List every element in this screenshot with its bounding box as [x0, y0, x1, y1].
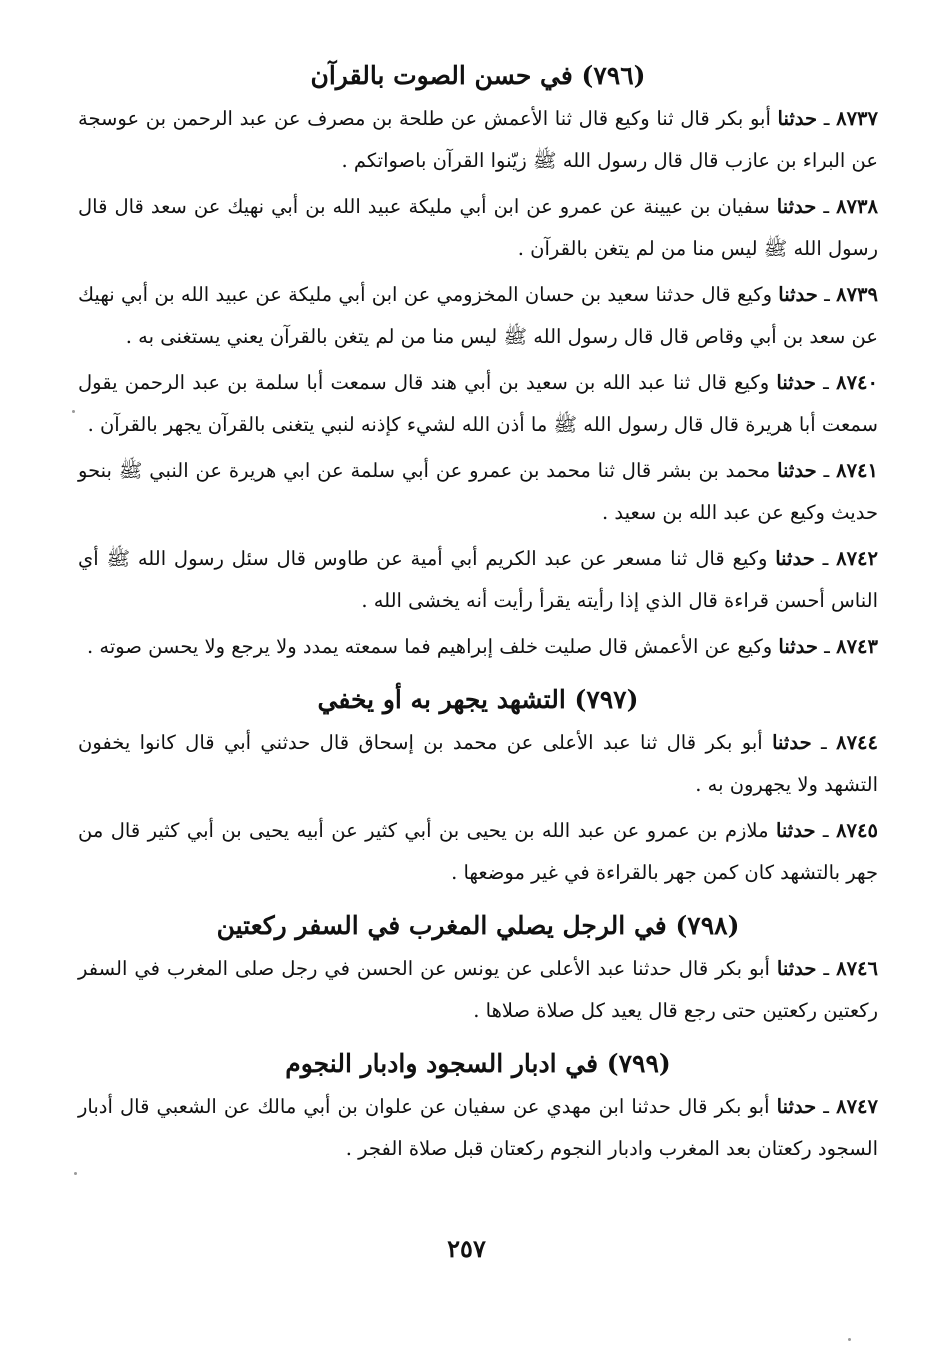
hadith-text: أبو بكر قال حدثنا عبد الأعلى عن يونس عن الحسن في رجل صلى المغرب في السفر ركعتين ركعتين حتى رجع قال يعيد كل صلاة صلاها . — [78, 957, 878, 1022]
hadith-text: وكيع عن الأعمش قال صليت خلف إبراهيم فما سمعته يمدد ولا يرجع ولا يحسن صوته . — [86, 635, 773, 658]
hadith-entry-8743: ٨٧٤٣ ـ حدثنا وكيع عن الأعمش قال صليت خلف إبراهيم فما سمعته يمدد ولا يرجع ولا يحسن صوته . — [86, 635, 878, 658]
hadith-lead: حدثنا — [777, 459, 817, 482]
scan-speck — [74, 1172, 77, 1175]
hadith-number: ٨٧٣٨ — [836, 195, 878, 218]
hadith-entry-8738: ٨٧٣٨ ـ حدثنا سفيان بن عيينة عن عمرو عن ابن أبي مليكة عبيد الله بن أبي نهيك عن سعد قال قال رسول الله ﷺ ليس منا من لم يتغن بالقرآن . — [78, 195, 878, 260]
hadith-lead: حدثنا — [776, 195, 817, 218]
hadith-number: ٨٧٣٧ — [836, 107, 878, 130]
hadith-number: ٨٧٤٢ — [836, 547, 878, 570]
hadith-entry-8747: ٨٧٤٧ ـ حدثنا أبو بكر قال حدثنا ابن مهدي عن سفيان عن علوان بن أبي مالك عن الشعبي قال أدبار السجود ركعتان بعد المغرب وادبار النجوم ركعتان قبل صلاة الفجر . — [78, 1095, 878, 1160]
hadith-lead: حدثنا — [775, 819, 816, 842]
hadith-lead: حدثنا — [776, 957, 817, 980]
page-body — [78, 58, 878, 1170]
hadith-text: أبو بكر قال ثنا عبد الأعلى عن محمد بن إسحاق قال حدثني أبي قال كانوا يخفون التشهد ولا يجهرون به . — [78, 731, 878, 796]
hadith-text: وكيع قال ثنا عبد الله بن سعيد بن أبي هند قال سمعت أبا سلمة بن عبد الرحمن يقول سمعت أبا هريرة قال قال رسول الله ﷺ ما أذن الله لشيء كإذنه لنبي يتغنى بالقرآن يجهر بالقرآن . — [78, 371, 878, 436]
hadith-lead: حدثنا — [776, 371, 816, 394]
section-heading-796: (٧٩٦) في حسن الصوت بالقرآن — [310, 61, 646, 90]
hadith-number: ٨٧٤٧ — [836, 1095, 878, 1118]
hadith-text: محمد بن بشر قال ثنا محمد بن عمرو عن أبي سلمة عن ابي هريرة عن النبي ﷺ بنحو حديث وكيع عن عبد الله بن سعيد . — [78, 459, 878, 524]
hadith-number: ٨٧٤٠ — [836, 371, 878, 394]
hadith-lead: حدثنا — [778, 283, 818, 306]
scan-speck — [848, 1338, 851, 1341]
hadith-text: ملازم بن عمرو عن عبد الله بن يحيى بن أبي كثير عن أبيه يحيى بن أبي كثير قال من جهر بالتشهد كان كمن جهر بالقراءة في غير موضعها . — [78, 819, 878, 884]
section-heading-798: (٧٩٨) في الرجل يصلي المغرب في السفر ركعتين — [216, 911, 740, 940]
hadith-text: أبو بكر قال ثنا وكيع قال ثنا الأعمش عن طلحة بن مصرف عن عبد الرحمن بن عوسجة عن البراء بن عازب قال قال رسول الله ﷺ زيّنوا القرآن باصواتكم . — [78, 107, 878, 172]
hadith-entry-8746: ٨٧٤٦ ـ حدثنا أبو بكر قال حدثنا عبد الأعلى عن يونس عن الحسن في رجل صلى المغرب في السفر ركعتين ركعتين حتى رجع قال يعيد كل صلاة صلاها . — [78, 957, 878, 1022]
page-number: ٢٥٧ — [447, 1234, 486, 1263]
section-heading-797: (٧٩٧) التشهد يجهر به أو يخفي — [317, 685, 639, 714]
hadith-number: ٨٧٣٩ — [836, 283, 878, 306]
scan-speck — [72, 410, 75, 413]
hadith-text: أبو بكر قال حدثنا ابن مهدي عن سفيان عن علوان بن أبي مالك عن الشعبي قال أدبار السجود ركعتان بعد المغرب وادبار النجوم ركعتان قبل صلاة الفجر . — [78, 1095, 878, 1160]
hadith-lead: حدثنا — [778, 635, 818, 658]
hadith-entry-8742: ٨٧٤٢ ـ حدثنا وكيع قال ثنا مسعر عن عبد الكريم أبي أمية عن طاوس قال سئل رسول الله ﷺ أي الناس أحسن قراءة قال الذي إذا رأيته يقرأ رأيت أنه يخشى الله . — [78, 547, 878, 612]
hadith-entry-8740: ٨٧٤٠ ـ حدثنا وكيع قال ثنا عبد الله بن سعيد بن أبي هند قال سمعت أبا سلمة بن عبد الرحمن يقول سمعت أبا هريرة قال قال رسول الله ﷺ ما أذن الله لشيء كإذنه لنبي يتغنى بالقرآن يجهر بالقرآن . — [78, 371, 878, 436]
hadith-entry-8737: ٨٧٣٧ ـ حدثنا أبو بكر قال ثنا وكيع قال ثنا الأعمش عن طلحة بن مصرف عن عبد الرحمن بن عوسجة عن البراء بن عازب قال قال رسول الله ﷺ زيّنوا القرآن باصواتكم . — [78, 107, 878, 172]
hadith-number: ٨٧٤٦ — [836, 957, 878, 980]
hadith-entry-8739: ٨٧٣٩ ـ حدثنا وكيع قال حدثنا سعيد بن حسان المخزومي عن ابن أبي مليكة عن عبيد الله بن أبي نهيك عن سعد بن أبي وقاص قال قال رسول الله ﷺ ليس منا من لم يتغن بالقرآن يعني يستغنى به . — [78, 283, 878, 348]
hadith-text: وكيع قال حدثنا سعيد بن حسان المخزومي عن ابن أبي مليكة عن عبيد الله بن أبي نهيك عن سعد بن أبي وقاص قال قال رسول الله ﷺ ليس منا من لم يتغن بالقرآن يعني يستغنى به . — [78, 283, 878, 348]
hadith-text: سفيان بن عيينة عن عمرو عن ابن أبي مليكة عبيد الله بن أبي نهيك عن سعد قال قال رسول الله ﷺ ليس منا من لم يتغن بالقرآن . — [78, 195, 878, 260]
hadith-entry-8741: ٨٧٤١ ـ حدثنا محمد بن بشر قال ثنا محمد بن عمرو عن أبي سلمة عن ابي هريرة عن النبي ﷺ بنحو حديث وكيع عن عبد الله بن سعيد . — [78, 459, 878, 524]
section-heading-799: (٧٩٩) في ادبار السجود وادبار النجوم — [285, 1049, 671, 1078]
hadith-lead: حدثنا — [776, 1095, 817, 1118]
hadith-number: ٨٧٤١ — [836, 459, 878, 482]
hadith-lead: حدثنا — [777, 107, 818, 130]
hadith-lead: حدثنا — [772, 731, 812, 754]
hadith-number: ٨٧٤٣ — [836, 635, 878, 658]
hadith-entry-8745: ٨٧٤٥ ـ حدثنا ملازم بن عمرو عن عبد الله بن يحيى بن أبي كثير عن أبيه يحيى بن أبي كثير قال من جهر بالتشهد كان كمن جهر بالقراءة في غير موضعها . — [78, 819, 878, 884]
hadith-number: ٨٧٤٤ — [836, 731, 878, 754]
hadith-text: وكيع قال ثنا مسعر عن عبد الكريم أبي أمية عن طاوس قال سئل رسول الله ﷺ أي الناس أحسن قراءة قال الذي إذا رأيته يقرأ رأيت أنه يخشى الله . — [78, 547, 878, 612]
hadith-entry-8744: ٨٧٤٤ ـ حدثنا أبو بكر قال ثنا عبد الأعلى عن محمد بن إسحاق قال حدثني أبي قال كانوا يخفون التشهد ولا يجهرون به . — [78, 731, 878, 796]
hadith-lead: حدثنا — [775, 547, 815, 570]
hadith-number: ٨٧٤٥ — [836, 819, 878, 842]
